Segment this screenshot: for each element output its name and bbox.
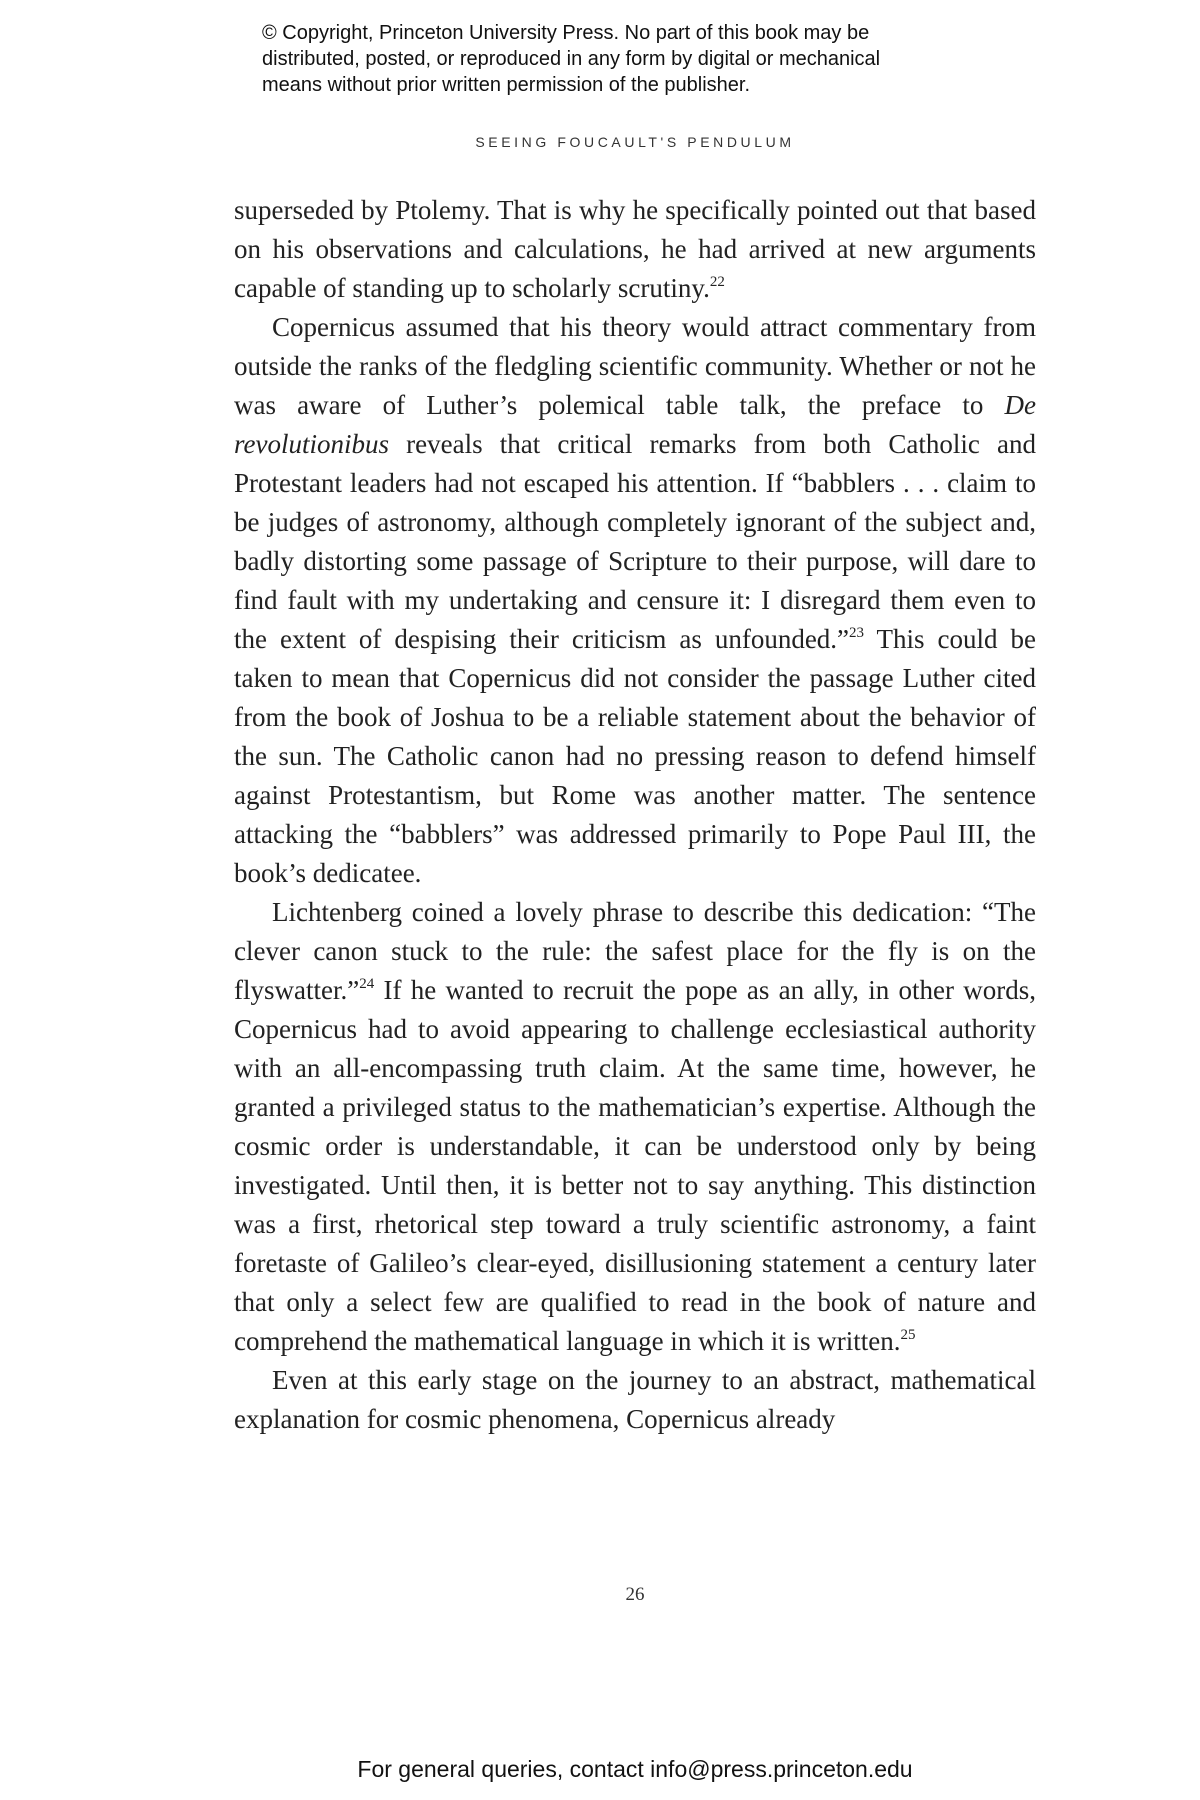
copyright-line: means without prior written permission of the publisher. <box>262 74 751 96</box>
paragraph <box>234 1361 1036 1439</box>
paragraph-text: Copernicus assumed that his theory would attract commentary from outside the ranks of the fledgling scientific community. Whether or not he was aware of Luther’s polemical table talk, the preface to <box>234 312 1036 420</box>
paragraph <box>234 893 1036 1361</box>
paragraph-text: superseded by Ptolemy. That is why he specifically pointed out that based on his observations and calculations, he had arrived at new arguments capable of standing up to scholarly scrutiny. <box>234 195 1036 303</box>
paragraph-text: reveals that critical remarks from both Catholic and Protestant leaders had not escaped his attention. If “babblers . . . claim to be judges of astronomy, although completely ignorant of the subject and, badly distorting some passage of Scripture to their purpose, will dare to find fault with my undertaking and censure it: I disregard them even to the extent of despising their criticism as unfounded.” <box>234 429 1036 654</box>
book-title: De revolutionibus <box>234 390 1036 459</box>
footer-contact: For general queries, contact info@press.princeton.edu <box>357 1756 913 1782</box>
body-text <box>234 191 1036 1439</box>
copyright-notice <box>262 20 1022 98</box>
footnote-marker[interactable]: 22 <box>709 274 725 290</box>
copyright-line: © Copyright, Princeton University Press. No part of this book may be <box>262 22 870 44</box>
paragraph-text: This could be taken to mean that Copernicus did not consider the passage Luther cited from the book of Joshua to be a reliable statement about the behavior of the sun. The Catholic canon had no pressing reason to defend himself against Protestantism, but Rome was another matter. The sentence attacking the “babblers” was addressed primarily to Pope Paul III, the book’s dedicatee. <box>234 624 1037 888</box>
paragraph <box>234 191 1036 308</box>
copyright-line: distributed, posted, or reproduced in any form by digital or mechanical <box>262 48 881 70</box>
paragraph-text: If he wanted to recruit the pope as an ally, in other words, Copernicus had to avoid appearing to challenge ecclesiastical authority with an all-encompassing truth claim. At the same time, however, he granted a privileged status to the mathematician’s expertise. Although the cosmic order is understandable, it can be understood only by being investigated. Until then, it is better not to say anything. This distinction was a first, rhetorical step toward a truly scientific astronomy, a faint foretaste of Galileo’s clear-eyed, disillusioning statement a century later that only a select few are qualified to read in the book of nature and comprehend the mathematical language in which it is written. <box>234 975 1036 1356</box>
paragraph-text: Lichtenberg coined a lovely phrase to describe this dedication: “The clever canon stuck to the rule: the safest place for the fly is on the flyswatter.” <box>234 897 1036 1005</box>
running-head: SEEING FOUCAULT'S PENDULUM <box>475 134 795 150</box>
footnote-marker[interactable]: 23 <box>849 625 865 641</box>
paragraph <box>234 308 1036 893</box>
paragraph-text: Even at this early stage on the journey to an abstract, mathematical explanation for cosmic phenomena, Copernicus already <box>234 1365 1036 1434</box>
footnote-marker[interactable]: 24 <box>359 976 375 992</box>
footnote-marker[interactable]: 25 <box>900 1327 916 1343</box>
page-number: 26 <box>625 1584 645 1605</box>
